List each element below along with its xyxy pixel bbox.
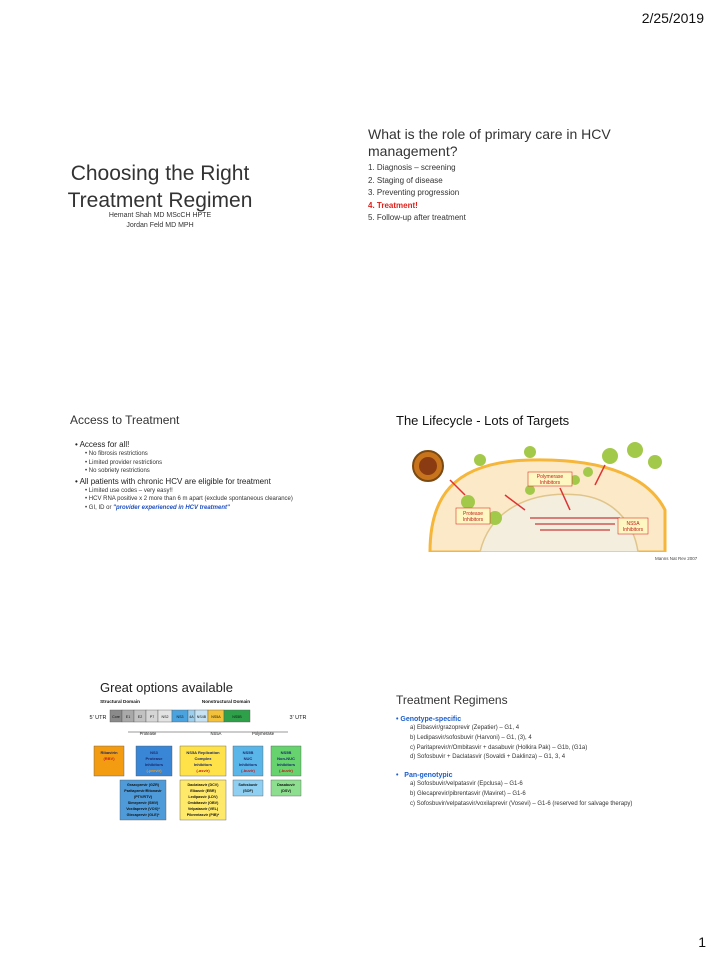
drug-name: Velpatasvir (VEL) <box>187 807 219 811</box>
drug-class-label: (RBV) <box>103 756 115 761</box>
bullet: • All patients with chronic HCV are eligible for treatment <box>75 476 271 486</box>
gene-label: NS5B <box>232 715 242 719</box>
regimen-item: c) Sofosbuvir/velpatasvir/voxilaprevir (Vosevi) – G1-6 (reserved for salvage therapy) <box>410 800 633 807</box>
ns5a-label-line2: Inhibitors <box>622 527 644 533</box>
drug-name: Glecaprevir (GLE)* <box>126 813 160 817</box>
virus-particle <box>474 454 486 466</box>
page-number: 1 <box>698 934 706 950</box>
list-item: 1. Diagnosis – screening <box>368 163 456 172</box>
sub-bullet-text: GI, ID or <box>88 504 114 511</box>
target-label: NS5A <box>210 731 222 736</box>
author-1: Hemant Shah MD MScCH HPTE <box>108 212 212 219</box>
drug-class-label: Ribavirin <box>100 750 118 755</box>
sub-bullet: • No sobriety restrictions <box>85 468 150 475</box>
gene-label: E1 <box>125 715 131 719</box>
group-heading: • Genotype-specific <box>396 716 462 723</box>
drug-name: Pibrentasvir (PIB)* <box>186 813 220 817</box>
group-heading-text: Genotype-specific <box>400 716 462 723</box>
protease-label-line1: Protease <box>462 511 484 517</box>
virus-particle <box>602 448 618 464</box>
regimen-item: b) Glecaprevir/pibrentasvir (Maviret) – G1-6 <box>410 790 526 797</box>
bullet-text: Access for all! <box>79 440 130 449</box>
virus-particle <box>648 455 662 469</box>
sub-bullet: • Limited provider restrictions <box>85 459 163 466</box>
drug-name: Grazoprevir (GZR) <box>127 783 159 787</box>
slide-1-title <box>40 160 280 214</box>
slide-2-title: What is the role of primary care in HCV management? <box>368 126 611 159</box>
gene-label: 4A <box>189 715 194 719</box>
emphasis-text: "provider experienced in HCV treatment" <box>113 504 230 511</box>
drug-name: Dasabuvir <box>277 783 295 787</box>
drug-class-label: Protease <box>145 756 163 761</box>
role-list <box>368 163 466 226</box>
drug-name: Daclatasvir (DCV) <box>187 783 219 787</box>
regimen-item: d) Sofosbuvir + Daclatasvir (Sovaldi + Daklinza) – G1, 3, 4 <box>410 754 566 761</box>
virus-particle <box>524 446 536 458</box>
drug-class-label: (-buvir) <box>279 768 293 773</box>
virus-core <box>419 457 437 475</box>
gene-label: P7 <box>149 715 155 719</box>
gene-label: E2 <box>137 715 143 719</box>
drug-class-label: Complex <box>194 756 212 761</box>
group-heading-text: Pan-genotypic <box>404 772 453 780</box>
polymerase-label-line1: Polymerase <box>536 474 564 480</box>
drug-class-label: (-previr) <box>146 768 162 773</box>
drug-name: Paritaprevir/Ritonavir <box>124 789 162 793</box>
drug-name: Elbasvir (EBR) <box>190 789 216 793</box>
drug-class-label: (-asvir) <box>196 768 210 773</box>
regimen-item: a) Elbasvir/grazoprevir (Zepatier) – G1, 4 <box>410 725 520 731</box>
drug-name: (DSV) <box>280 789 292 793</box>
drug-class-label: NUC <box>243 756 253 761</box>
author-2: Jordan Feld MD MPH <box>126 222 194 229</box>
drug-class-label: Inhibitors <box>238 762 258 767</box>
drug-name: Ombitasvir (OBV) <box>187 801 219 805</box>
dda-diagram <box>88 694 328 824</box>
drug-class-label: Inhibitors <box>276 762 296 767</box>
virus-particle <box>583 467 593 477</box>
drug-name: (SOF) <box>242 789 254 793</box>
sub-bullet-text: Limited provider restrictions <box>88 459 163 466</box>
ns5a-label-line1: NS5A <box>626 521 640 527</box>
title-line-1: Choosing the Right <box>70 162 250 185</box>
bullet-text: All patients with chronic HCV are eligible for treatment <box>79 476 271 486</box>
drug-class-label: NS5B <box>280 750 292 755</box>
citation: Manns Nat Rev 2007 <box>655 556 698 561</box>
drug-class-label: Inhibitors <box>144 762 164 767</box>
sub-bullet: • Limited use codes – very easy!! <box>85 487 173 494</box>
target-label: Protease <box>139 731 157 736</box>
nonstructural-domain-label: Nonstructural Domain <box>201 699 251 704</box>
slide-3-title: Access to Treatment <box>70 413 180 427</box>
gene-label: NS2 <box>161 715 169 719</box>
virus-particle <box>461 495 475 509</box>
header-date: 2/25/2019 <box>641 10 704 26</box>
sub-bullet: • No fibrosis restrictions <box>85 451 148 457</box>
protease-label-line2: Inhibitors <box>462 517 484 523</box>
list-item: 3. Preventing progression <box>368 188 460 197</box>
gene-label: NS3 <box>176 715 184 719</box>
regimen-list <box>396 716 706 811</box>
drug-name: Voxilaprevir (VOX)* <box>126 807 160 811</box>
lifecycle-diagram <box>410 440 670 552</box>
structural-domain-label: Structural Domain <box>100 699 140 704</box>
regimen-item: a) Sofosbuvir/velpatasvir (Epclusa) – G1-6 <box>410 781 523 788</box>
bullet: • Access for all! <box>75 440 130 449</box>
sub-bullet: • HCV RNA positive x 2 more than 6 m apart (exclude spontaneous clearance) <box>85 496 293 503</box>
slide-6-title: Treatment Regimens <box>396 693 508 707</box>
drug-class-label: NS5A Replication <box>186 750 220 755</box>
utr3-label: 3' UTR <box>289 715 307 721</box>
drug-class-label: (-buvir) <box>241 768 255 773</box>
regimen-item: b) Ledipasvir/sofosbuvir (Harvoni) – G1, (3), 4 <box>410 734 532 741</box>
sub-bullet-text: No sobriety restrictions <box>88 468 150 475</box>
access-bullets <box>75 440 365 514</box>
drug-name: Simeprevir (SMV) <box>127 801 159 805</box>
sub-bullet-text: No fibrosis restrictions <box>88 451 148 457</box>
drug-class-label: NS5B <box>242 750 254 755</box>
utr5-label: 5' UTR <box>89 715 107 721</box>
gene-label: NS5A <box>211 715 221 719</box>
drug-name: Sofosbuvir <box>238 783 258 787</box>
regimen-item: c) Paritaprevir/r/Ombitasvir + dasabuvir (Holkira Pak) – G1b, (G1a) <box>410 744 588 751</box>
list-item: 5. Follow-up after treatment <box>368 213 466 222</box>
virus-particle <box>525 485 535 495</box>
drug-class-label: Non-NUC <box>277 756 295 761</box>
gene-label: Core <box>112 715 120 719</box>
sub-bullet-text: HCV RNA positive x 2 more than 6 m apart (exclude spontaneous clearance) <box>88 496 293 503</box>
gene-label: NS4B <box>196 715 207 719</box>
sub-bullet-text: Limited use codes – very easy!! <box>88 487 173 494</box>
sub-bullet: • GI, ID or "provider experienced in HCV treatment" <box>85 504 230 511</box>
drug-class-label: NS3 <box>150 750 158 755</box>
list-item: 2. Staging of disease <box>368 175 443 185</box>
virus-particle <box>627 442 643 458</box>
slide-5-title: Great options available <box>100 680 233 695</box>
drug-class-label: Inhibitors <box>193 762 213 767</box>
slide-4-title: The Lifecycle - Lots of Targets <box>396 413 570 428</box>
polymerase-label-line2: Inhibitors <box>539 480 561 486</box>
list-item-highlight: 4. Treatment! <box>368 200 418 210</box>
title-line-2: Treatment Regimen <box>67 189 253 212</box>
drug-name: (PTV/RTV) <box>133 795 153 799</box>
target-label: Polymerase <box>251 731 275 736</box>
group-heading: • Pan-genotypic <box>396 772 453 780</box>
drug-name: Ledipasvir (LDV) <box>188 795 218 799</box>
